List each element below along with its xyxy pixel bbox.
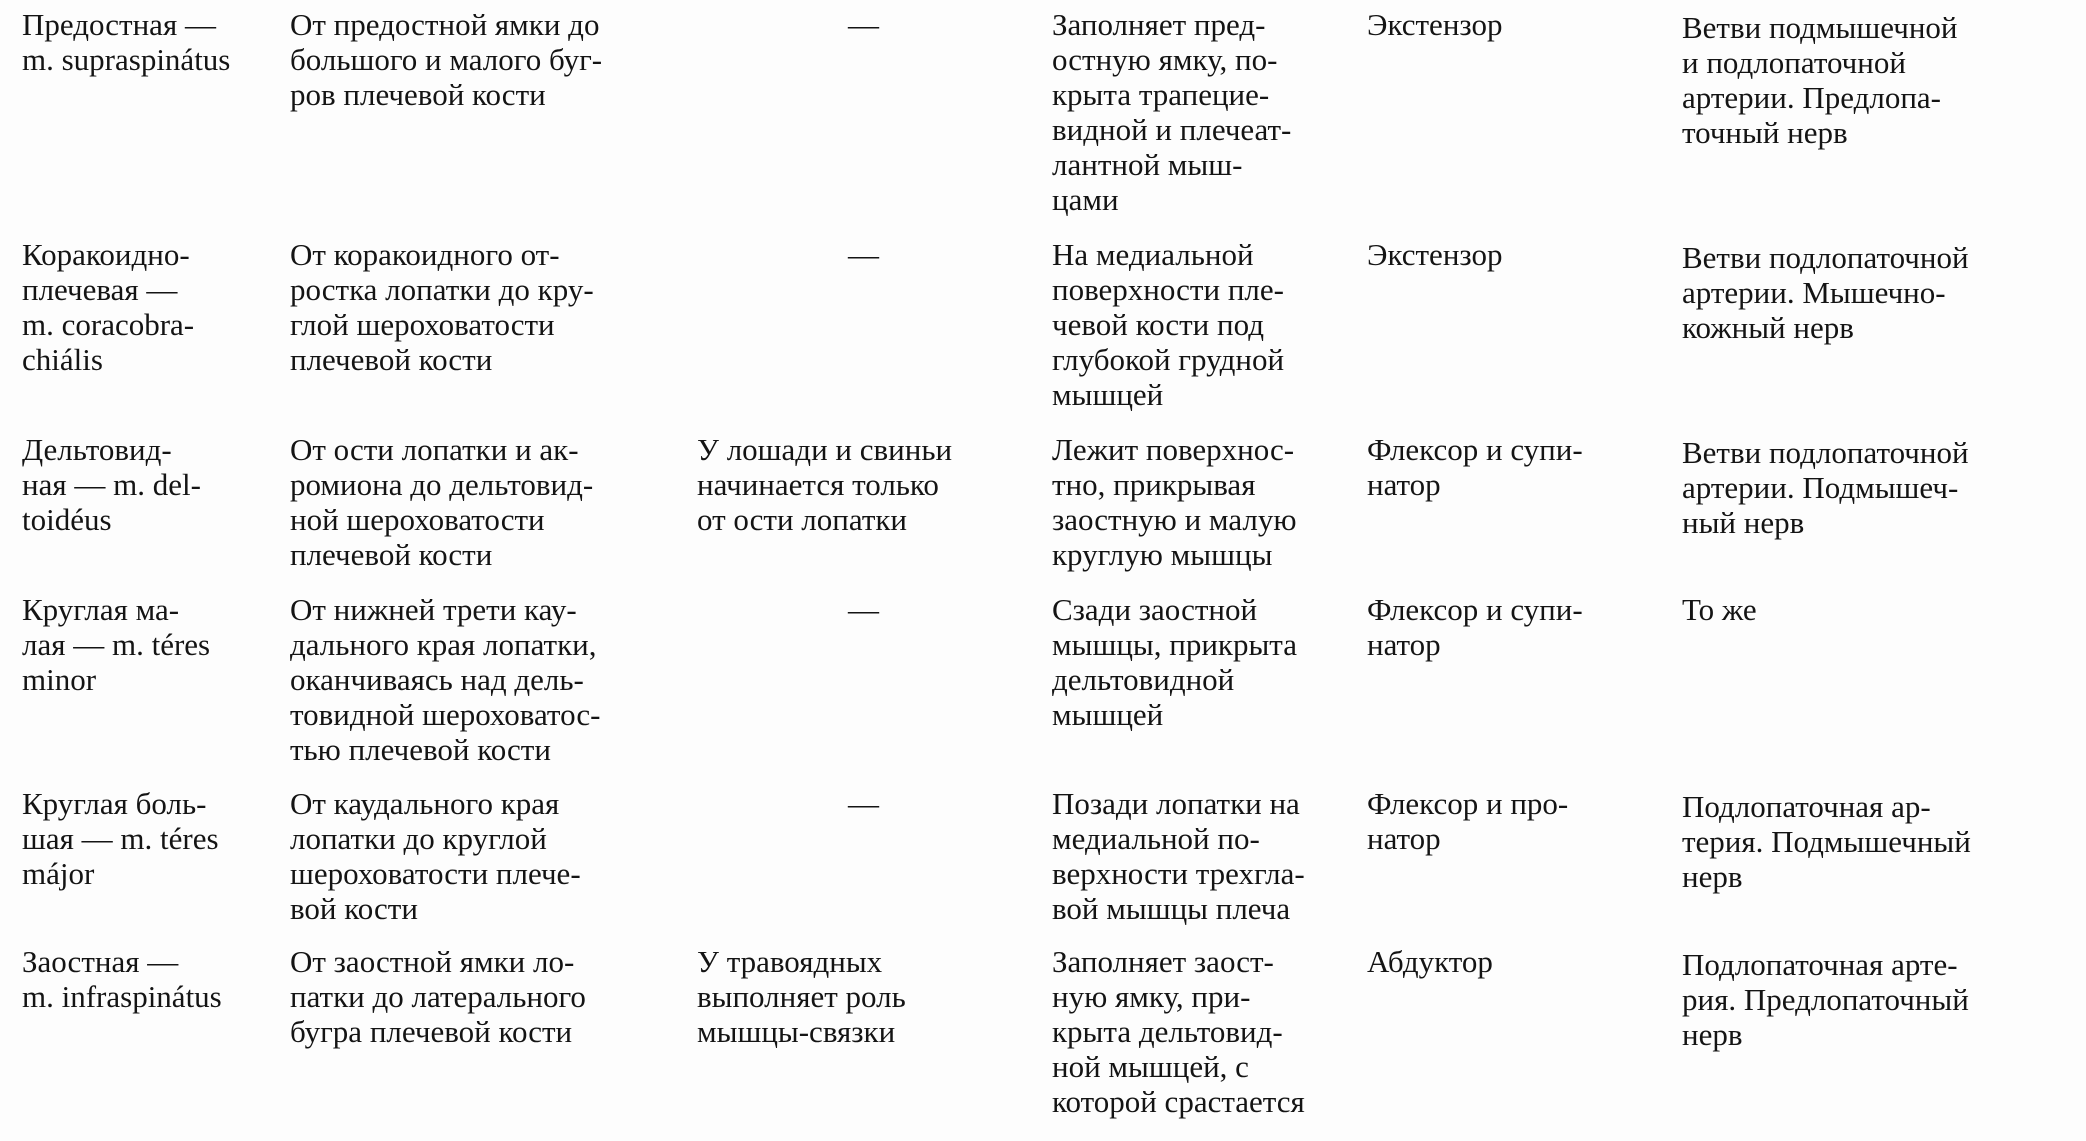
muscle-function: Экстензор bbox=[1367, 7, 1503, 42]
muscle-name: Круглая ма- лая — m. téres minor bbox=[22, 592, 211, 697]
muscle-attachment: От нижней трети кау- дального края лопатки, оканчиваясь над дель- товидной шероховатос- тью плечевой кости bbox=[290, 592, 601, 767]
species-features: — bbox=[848, 7, 879, 42]
muscle-name: Предостная — m. supraspinátus bbox=[22, 7, 231, 77]
muscle-function: Флексор и про- натор bbox=[1367, 786, 1569, 856]
muscle-attachment: От заостной ямки ло- патки до латерального бугра плечевой кости bbox=[290, 944, 586, 1049]
blood-nerve-supply: То же bbox=[1682, 592, 1757, 627]
muscle-position: На медиальной поверхности пле- чевой кости под глубокой грудной мышцей bbox=[1052, 237, 1285, 412]
muscle-name: Заостная — m. infraspinátus bbox=[22, 944, 222, 1014]
muscle-attachment: От предостной ямки до большого и малого буг- ров плечевой кости bbox=[290, 7, 603, 112]
blood-nerve-supply: Ветви подмышечной и подлопаточной артерии. Предлопа- точный нерв bbox=[1682, 10, 1958, 150]
muscle-attachment: От каудального края лопатки до круглой шероховатости плече- вой кости bbox=[290, 786, 581, 926]
muscle-function: Абдуктор bbox=[1367, 944, 1493, 979]
muscle-position: Позади лопатки на медиальной по- верхности трехгла- вой мышцы плеча bbox=[1052, 786, 1305, 926]
muscle-name: Дельтовид- ная — m. del- toidéus bbox=[22, 432, 201, 537]
muscle-position: Заполняет заост- ную ямку, при- крыта дельтовид- ной мышцей, с которой срастается bbox=[1052, 944, 1305, 1119]
muscle-position: Сзади заостной мышцы, прикрыта дельтовидной мышцей bbox=[1052, 592, 1297, 732]
muscle-position: Лежит поверхнос- тно, прикрывая заостную и малую круглую мышцы bbox=[1052, 432, 1297, 572]
species-features: — bbox=[848, 592, 879, 627]
muscle-position: Заполняет пред- остную ямку, по- крыта трапецие- видной и плечеат- лантной мыш- цами bbox=[1052, 7, 1292, 217]
muscle-function: Экстензор bbox=[1367, 237, 1503, 272]
blood-nerve-supply: Ветви подлопаточной артерии. Мышечно- кожный нерв bbox=[1682, 240, 1969, 345]
species-features: — bbox=[848, 786, 879, 821]
muscle-attachment: От коракоидного от- ростка лопатки до кру- глой шероховатости плечевой кости bbox=[290, 237, 594, 377]
blood-nerve-supply: Ветви подлопаточной артерии. Подмышеч- ный нерв bbox=[1682, 435, 1969, 540]
species-features: У травоядных выполняет роль мышцы-связки bbox=[697, 944, 906, 1049]
blood-nerve-supply: Подлопаточная арте- рия. Предлопаточный нерв bbox=[1682, 947, 1969, 1052]
blood-nerve-supply: Подлопаточная ар- терия. Подмышечный нерв bbox=[1682, 789, 1971, 894]
muscle-attachment: От ости лопатки и ак- ромиона до дельтовид- ной шероховатости плечевой кости bbox=[290, 432, 594, 572]
muscle-function: Флексор и супи- натор bbox=[1367, 432, 1583, 502]
species-features: У лошади и свиньи начинается только от ости лопатки bbox=[697, 432, 953, 537]
muscle-name: Круглая боль- шая — m. téres májor bbox=[22, 786, 219, 891]
muscle-name: Коракоидно- плечевая — m. coracobra- chiális bbox=[22, 237, 195, 377]
species-features: — bbox=[848, 237, 879, 272]
muscle-function: Флексор и супи- натор bbox=[1367, 592, 1583, 662]
